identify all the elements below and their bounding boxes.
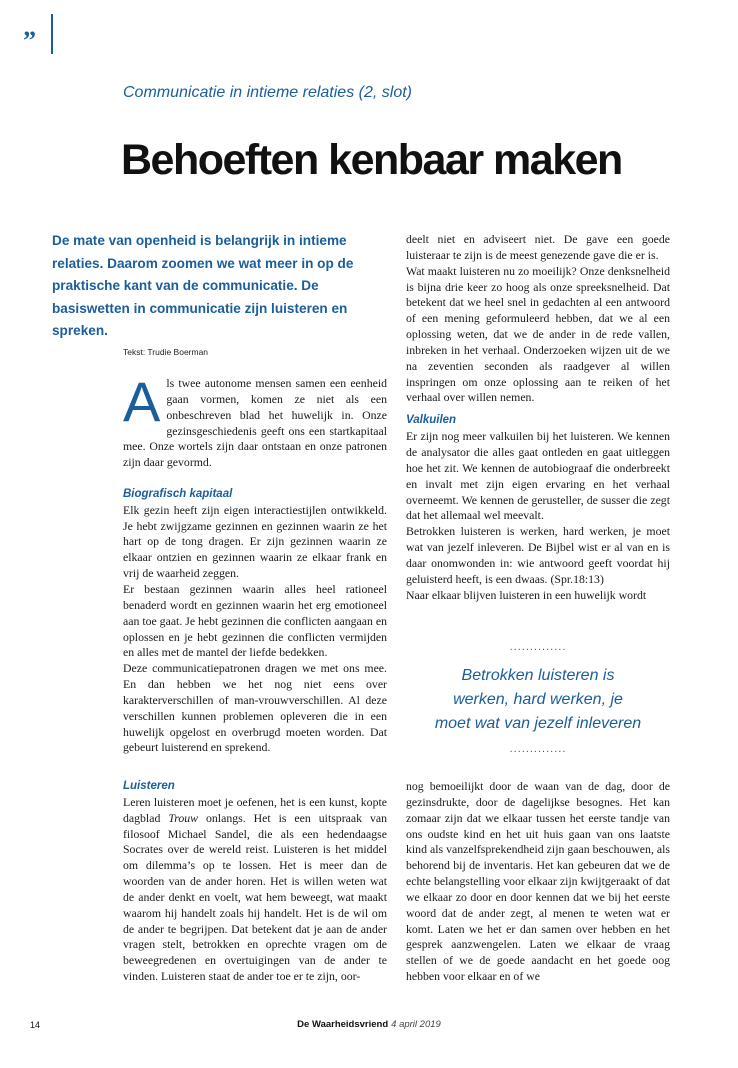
pull-quote-line: werken, hard werken, je bbox=[453, 691, 623, 708]
article-title: Behoeften kenbaar maken bbox=[121, 136, 622, 184]
column-1-lower bbox=[123, 779, 387, 985]
paragraph: nog bemoeilijkt door de waan van de dag, door de gezinsdrukte, door de dagelijkse besognes. Het kan zomaar zijn dat we elkaar tussen het eerste tandje van ons oudste kind en het uit huis gaan van ons laatste kind als vanzelfsprekendheid zijn gaan beschouwen, als behorend bij de inventaris. Het kan gebeuren dat we de echte belangstelling voor elkaar zijn kwijtgeraakt of dat we elkaar zo door en door kennen dat we bij het eerste woord dat de ander zegt, al menen te weten wat er komt. Laten we het er dan samen over hebben en het gesprek aanzwengelen. Laten we elkaar de vraag stellen of we de goede aandacht en het goede oog hebben voor elkaar en of we bbox=[406, 779, 670, 984]
pull-quote-divider-top: .............. bbox=[509, 641, 567, 653]
paragraph bbox=[123, 795, 387, 985]
header-divider bbox=[51, 14, 53, 54]
paragraph: Er zijn nog meer valkuilen bij het luisteren. We kennen de analysator die alles gaat ontleden en gaat uitleggen hoe het zit. We kennen de autobiograaf die onderbreekt en invalt met zijn eigen ervaring en het verhaal overneemt. We kennen de gerusteller, de susser die zegt dat het allemaal wel meevalt. bbox=[406, 429, 670, 523]
heading-valkuilen: Valkuilen bbox=[406, 414, 457, 427]
lead-paragraph bbox=[123, 370, 387, 471]
text-run: Leren luisteren moet je oefenen, het is een kunst, kopte dagblad bbox=[123, 794, 387, 825]
page-number: 14 bbox=[30, 1020, 41, 1030]
heading-biografisch-kapitaal: Biografisch kapitaal bbox=[123, 487, 233, 500]
pull-quote-line: Betrokken luisteren is bbox=[461, 667, 615, 684]
pull-quote-text bbox=[406, 664, 670, 736]
byline: Tekst: Trudie Boerman bbox=[123, 347, 209, 357]
column-2-upper bbox=[406, 232, 670, 603]
issue-date: 4 april 2019 bbox=[391, 1019, 441, 1030]
paragraph: Er bestaan gezinnen waarin alles heel rationeel benaderd wordt en gezinnen waarin het erg emotioneel aan toe gaat. Je hebt gezinnen die conflicten aangaan en oplossen en je hebt gezinnen die conflicten vermijden en alles met de mantel der liefde bedekken. bbox=[123, 581, 387, 660]
quote-mark-icon: ” bbox=[23, 26, 36, 55]
series-label: Communicatie in intieme relaties (2, slot) bbox=[123, 84, 412, 101]
intro-lead: De mate van openheid is belangrijk in intieme relaties. Daarom zoomen we wat meer in op de praktische kant van de communicatie. De basiswetten in communicatie zijn luisteren en spreken. bbox=[52, 233, 354, 338]
heading-luisteren: Luisteren bbox=[123, 780, 175, 792]
column-2-lower bbox=[406, 779, 670, 985]
footer-masthead bbox=[0, 1019, 738, 1030]
paragraph: Naar elkaar blijven luisteren in een huwelijk wordt bbox=[406, 587, 647, 602]
column-1-upper bbox=[123, 370, 387, 756]
paragraph: Wat maakt luisteren nu zo moeilijk? Onze denksnelheid is bijna drie keer zo hoog als onze spreeksnelheid. Dat betekent dat we heel snel in gedachten al een antwoord of een mening geformuleerd hebben, dat we al een oplossing weten, dat we de ander in de rede vallen, inbreken in het verhaal. Onderzoeken wijzen uit de we na zeventien seconden als raadgever al willen inspringen om onze oplossing aan te reiken of het verhaal over willen nemen. bbox=[406, 263, 670, 405]
dropcap: A bbox=[123, 370, 161, 433]
paragraph: Betrokken luisteren is werken, hard werken, je moet wat van jezelf inleveren. De Bijbel wist er al van en is daar onomwonden in: wie antwoord geeft voordat hij geluisterd heeft, is een dwaas. (Spr.18:13) bbox=[406, 524, 670, 586]
paragraph: Elk gezin heeft zijn eigen interactiestijlen ontwikkeld. Je hebt zwijgzame gezinnen en gezinnen waarin ze het hart op de tong dragen. Er zijn gezinnen waarin ze elkaar ontzien en gezinnen waarin ze elkaar frank en vrij de waarheid zeggen. bbox=[123, 502, 387, 581]
text-run: onlangs. Het is een uitspraak van filosoof Michael Sandel, die als een hedendaagse Socrates over de wereld reist. Luisteren is het middel om dilemma’s op te lossen. Het is meer dan de woorden van de ander horen. Het is willen weten wat de ander denkt en voelt, wat hem beweegt, wat maakt waarom hij handelt zoals hij handelt. Het is de wil om de ander te begrijpen. Dat betekent dat je aan de ander vragen stelt, betrokken en oprechte vragen om de beweegredenen en overtuigingen van de ander te vinden. Luisteren staat de ander toe er te zijn, oor- bbox=[123, 810, 388, 984]
pull-quote bbox=[406, 640, 670, 756]
paragraph: deelt niet en adviseert niet. De gave een goede luisteraar te zijn is de meest genezende gave die er is. bbox=[406, 232, 670, 262]
pull-quote-divider-bottom: .............. bbox=[509, 743, 567, 755]
paragraph: Deze communicatiepatronen dragen we met ons mee. En dan hebben we het nog niet eens over karakterverschillen of man-vrouwverschillen. Al deze verschillen kunnen problemen opleveren die in een huwelijk opgelost en overbrugd moeten worden. Dat gebeurt luisterend en sprekend. bbox=[123, 661, 387, 755]
pull-quote-line: moet wat van jezelf inleveren bbox=[434, 715, 642, 732]
magazine-name: De Waarheidsvriend bbox=[297, 1019, 389, 1030]
newspaper-name: Trouw bbox=[168, 810, 199, 825]
lead-text: ls twee autonome mensen samen een eenheid gaan vormen, komen ze niet als een onbeschreven blad het huwelijk in. Onze gezinsgeschiedenis geeft ons een startkapitaal mee. Onze wortels zijn daar ontstaan en onze patronen zijn daar gevormd. bbox=[123, 376, 387, 470]
